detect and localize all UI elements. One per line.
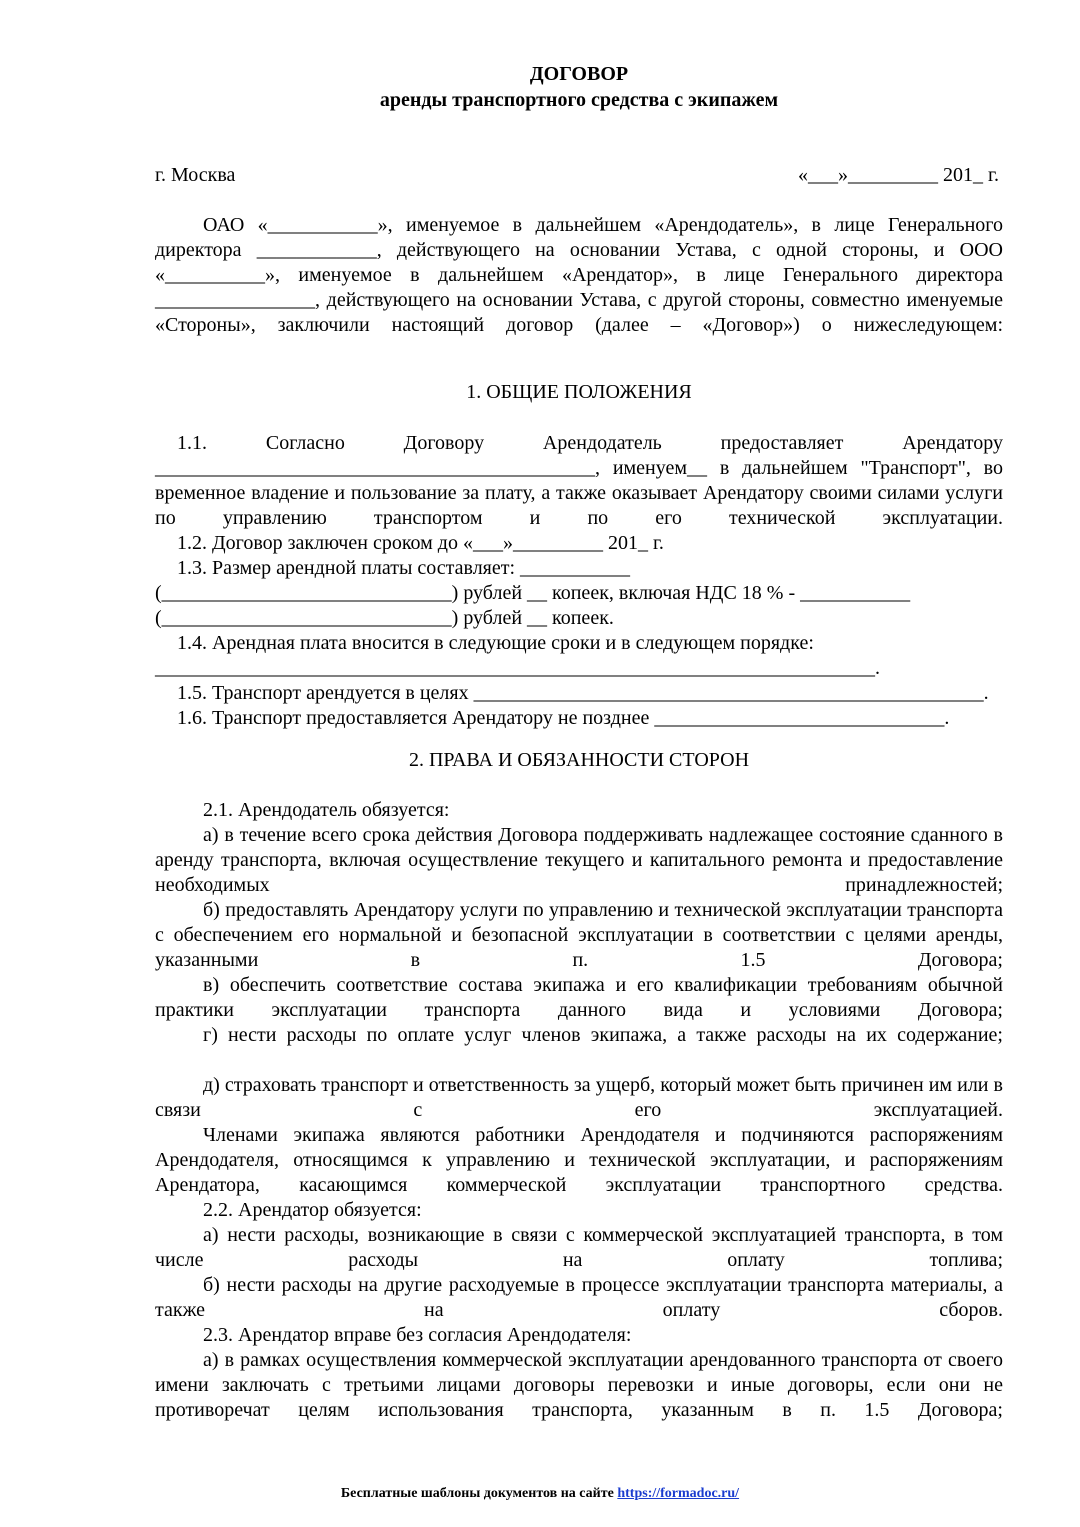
clause-1-4-line-1: 1.4. Арендная плата вносится в следующие сроки и в следующем порядке: [177, 632, 814, 654]
clause-2-1-c: в) обеспечить соответствие состава экипажа и его квалификации требованиям обычной практики эксплуатации транспорта данного вида и условиями Договора; [155, 974, 1003, 1021]
footer [0, 1485, 1080, 1503]
clause-2-2-b: б) нести расходы на другие расходуемые в процессе эксплуатации транспорта материалы, а также на оплату сборов. [155, 1274, 1003, 1321]
footer-link[interactable]: https://formadoc.ru/ [617, 1486, 740, 1501]
clause-2-2: 2.2. Арендатор обязуется: [203, 1199, 422, 1221]
clause-2-3-a: а) в рамках осуществления коммерческой эксплуатации арендованного транспорта от своего имени заключать с третьими лицами договоры перевозки и иные договоры, если они не противоречат целям использования транспорта, указанным в п. 1.5 Договора; [155, 1349, 1003, 1421]
clause-1-2: 1.2. Договор заключен сроком до «___»_________ 201_ г. [177, 532, 664, 554]
document-subtitle: аренды транспортного средства с экипажем [379, 89, 779, 111]
clause-1-1: 1.1. Согласно Договору Арендодатель предоставляет Арендатору ____________________________________________, именуем__ в дальнейшем "Транспорт", во временное владение и пользование за плату, а также оказывает Арендатору своими силами услуги по управлению транспортом и по его технической эксплуатации. [155, 432, 1003, 529]
clause-1-3-line-1: 1.3. Размер арендной платы составляет: ___________ [177, 557, 631, 579]
clause-2-1-a: а) в течение всего срока действия Договора поддерживать надлежащее состояние сданного в аренду транспорта, включая осуществление текущего и капитального ремонта и предоставление необходимых принадлежностей; [155, 824, 1003, 896]
clause-1-6: 1.6. Транспорт предоставляется Арендатору не позднее _____________________________. [177, 707, 950, 729]
contract-date: «___»_________ 201_ г. [798, 164, 999, 186]
clause-1-3-line-3: (_____________________________) рублей __ копеек. [155, 607, 614, 629]
section-1-heading: 1. ОБЩИЕ ПОЛОЖЕНИЯ [466, 381, 692, 403]
clause-1-5: 1.5. Транспорт арендуется в целях ___________________________________________________. [177, 682, 989, 704]
clause-2-3: 2.3. Арендатор вправе без согласия Арендодателя: [203, 1324, 632, 1346]
clause-2-2-a: а) нести расходы, возникающие в связи с коммерческой эксплуатацией транспорта, в том числе расходы на оплату топлива; [155, 1224, 1003, 1271]
clause-2-1-e: д) страховать транспорт и ответственность за ущерб, который может быть причинен им или в связи с его эксплуатацией. [155, 1074, 1003, 1121]
clause-2-1-b: б) предоставлять Арендатору услуги по управлению и технической эксплуатации транспорта с обеспечением его нормальной и безопасной эксплуатации в соответствии с целями аренды, указанными в п. 1.5 Договора; [155, 899, 1003, 971]
clause-1-4-line-2: ________________________________________________________________________. [155, 657, 880, 679]
preamble: ОАО «___________», именуемое в дальнейшем «Арендодатель», в лице Генерального директора ____________, действующего на основании Устава, с одной стороны, и ООО «__________», именуемое в дальнейшем «Арендатор», в лице Генерального директора ________________, действующего на основании Устава, с другой стороны, совместно именуемые «Стороны», заключили настоящий договор (далее – «Договор») о нижеследующем: [155, 214, 1003, 336]
clause-1-3-line-2: (_____________________________) рублей __ копеек, включая НДС 18 % - ___________ [155, 582, 911, 604]
document-title: ДОГОВОР [529, 63, 629, 85]
clause-2-1-d: г) нести расходы по оплате услуг членов экипажа, а также расходы на их содержание; [203, 1024, 1003, 1046]
crew-paragraph: Членами экипажа являются работники Арендодателя и подчиняются распоряжениям Арендодателя, относящимся к управлению и технической эксплуатации, и распоряжениям Арендатора, касающимся коммерческой эксплуатации транспортного средства. [155, 1124, 1003, 1196]
section-2-heading: 2. ПРАВА И ОБЯЗАННОСТИ СТОРОН [408, 749, 750, 771]
footer-text: Бесплатные шаблоны документов на сайте [340, 1486, 614, 1501]
city: г. Москва [155, 164, 236, 186]
clause-2-1: 2.1. Арендодатель обязуется: [203, 799, 450, 821]
